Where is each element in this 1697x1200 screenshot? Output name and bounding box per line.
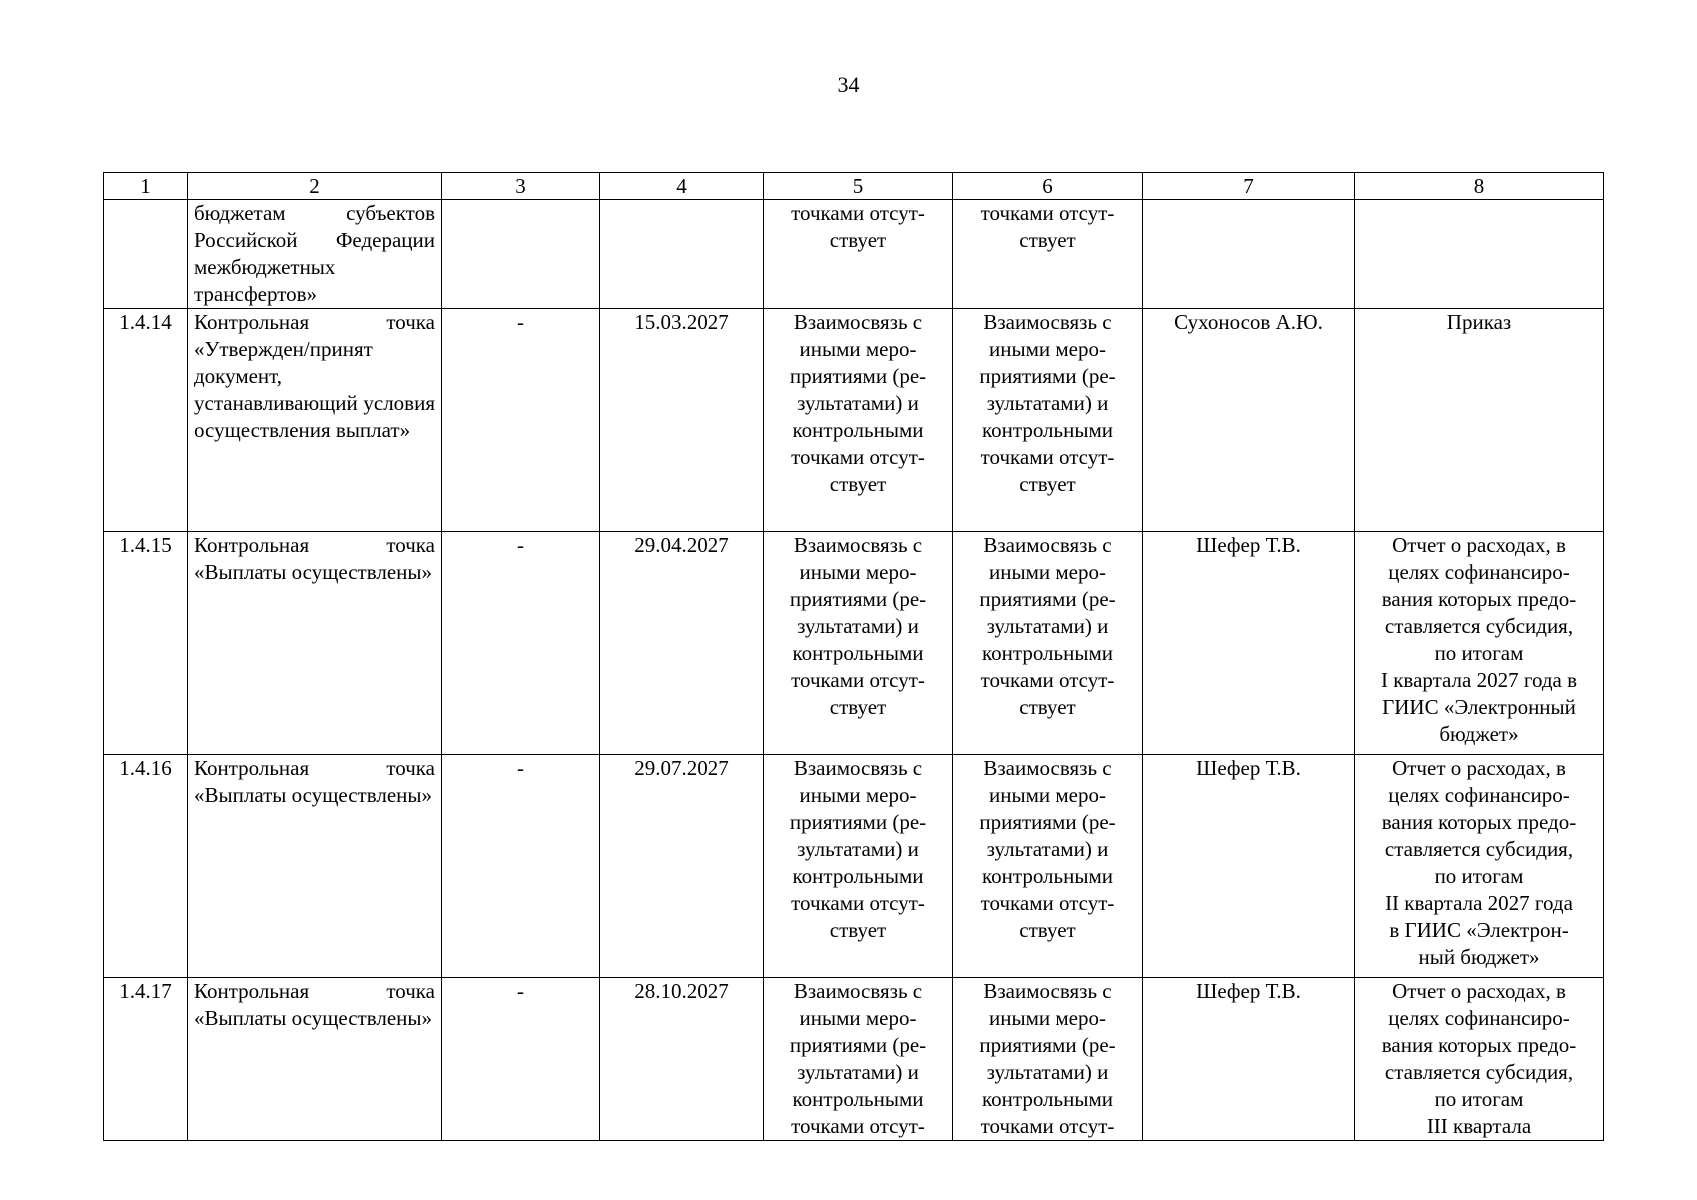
continuation-name: бюджетам субъектов Российской Федерации межбюджетных трансфертов»: [188, 200, 442, 309]
text-line: ствует: [829, 695, 887, 719]
text-line: зультатами) и: [986, 614, 1109, 638]
text-line: точками отсут-: [980, 891, 1115, 915]
header-cell: 5: [764, 173, 953, 200]
text-line: Взаимосвязь с: [983, 979, 1112, 1003]
relation-col6: [953, 532, 1143, 755]
header-cell: 1: [104, 173, 188, 200]
text-line: по итогам: [1434, 641, 1524, 665]
text-line: Отчет о расходах, в: [1392, 979, 1566, 1003]
text-line: приятиями (ре-: [979, 587, 1116, 611]
text-line: контрольными: [792, 418, 924, 442]
responsible-person: Шефер Т.В.: [1143, 978, 1355, 1141]
header-cell: 4: [600, 173, 764, 200]
text-line: контрольными: [982, 641, 1113, 665]
text-line: точками отсут-: [791, 445, 925, 469]
text-line: зультатами) и: [797, 1060, 919, 1084]
relation-col5: [764, 755, 953, 978]
table-row: [104, 309, 1604, 532]
row-number: 1.4.17: [104, 978, 188, 1141]
text-line: I квартала 2027 года в: [1380, 668, 1578, 692]
text-line: Отчет о расходах, в: [1392, 533, 1566, 557]
text-line: приятиями (ре-: [979, 810, 1116, 834]
relation-col5: [764, 309, 953, 532]
text-line: приятиями (ре-: [979, 1033, 1116, 1057]
text-line: зультатами) и: [797, 614, 919, 638]
text-line: ГИИС «Электронный: [1382, 695, 1576, 719]
col3-value: -: [442, 309, 600, 532]
text-line: точками отсут-: [791, 891, 925, 915]
text-line: иными меро-: [799, 1006, 917, 1030]
text-line: приятиями (ре-: [979, 364, 1116, 388]
continuation-relation-5: [764, 200, 953, 309]
text-line: контрольными: [982, 418, 1113, 442]
row-number: 1.4.14: [104, 309, 188, 532]
row-number: 1.4.16: [104, 755, 188, 978]
control-point-name: Контрольная точка «Выплаты осуществлены»: [188, 755, 442, 978]
confirming-document: [1355, 978, 1604, 1141]
text-line: Взаимосвязь с: [793, 979, 923, 1003]
text-line: целях софинансиро-: [1388, 783, 1570, 807]
text-line: ствует: [1019, 695, 1076, 719]
relation-col5: [764, 532, 953, 755]
text-line: ставляется субсидия,: [1384, 1060, 1574, 1084]
control-point-name: Контрольная точка «Утвержден/принят документ, устанавливающий условия осуществления выплат»: [188, 309, 442, 532]
control-point-name: Контрольная точка «Выплаты осуществлены»: [188, 532, 442, 755]
table-row: [104, 978, 1604, 1141]
text-line: Взаимосвязь с: [793, 533, 923, 557]
text-line: ствует: [829, 472, 887, 496]
row-number-cell: [104, 200, 188, 309]
text-line: ствует: [1019, 918, 1076, 942]
header-cell: 2: [188, 173, 442, 200]
text-line: зультатами) и: [986, 837, 1109, 861]
confirming-document: [1355, 755, 1604, 978]
text-line: вания которых предо-: [1381, 587, 1577, 611]
text-line: ствует: [1019, 228, 1076, 252]
responsible-person: Шефер Т.В.: [1143, 755, 1355, 978]
empty-cell: [600, 200, 764, 309]
header-cell: 6: [953, 173, 1143, 200]
text-line: иными меро-: [799, 560, 917, 584]
row-number: 1.4.15: [104, 532, 188, 755]
text-line: II квартала 2027 года: [1385, 891, 1573, 915]
text-line: Взаимосвязь с: [793, 756, 923, 780]
empty-cell: [1143, 200, 1355, 309]
text-line: зультатами) и: [797, 837, 919, 861]
empty-cell: [1355, 200, 1604, 309]
continuation-relation-6: [953, 200, 1143, 309]
text-line: иными меро-: [989, 337, 1106, 361]
due-date: 15.03.2027: [600, 309, 764, 532]
header-cell: 7: [1143, 173, 1355, 200]
header-row: [104, 173, 1604, 200]
text-line: контрольными: [792, 641, 924, 665]
due-date: 29.07.2027: [600, 755, 764, 978]
relation-col6: [953, 755, 1143, 978]
text-line: Взаимосвязь с: [983, 533, 1112, 557]
text-line: ствует: [829, 918, 887, 942]
due-date: 28.10.2027: [600, 978, 764, 1141]
relation-col6: [953, 309, 1143, 532]
text-line: иными меро-: [989, 783, 1106, 807]
text-line: контрольными: [792, 864, 924, 888]
text-line: Приказ: [1446, 310, 1512, 334]
text-line: по итогам: [1434, 864, 1524, 888]
responsible-person: Шефер Т.В.: [1143, 532, 1355, 755]
text-line: приятиями (ре-: [789, 1033, 927, 1057]
empty-cell: [442, 200, 600, 309]
text-line: приятиями (ре-: [789, 587, 927, 611]
activity-table: [103, 172, 1604, 1141]
col3-value: -: [442, 755, 600, 978]
text-line: ствует: [1019, 472, 1076, 496]
control-point-name: Контрольная точка «Выплаты осуществлены»: [188, 978, 442, 1141]
text-line: иными меро-: [799, 337, 917, 361]
text-line: III квартала: [1426, 1114, 1532, 1138]
text-line: вания которых предо-: [1381, 810, 1577, 834]
text-line: точками отсут-: [791, 668, 925, 692]
relation-col6: [953, 978, 1143, 1141]
text-line: приятиями (ре-: [789, 810, 927, 834]
text-line: иными меро-: [989, 1006, 1106, 1030]
page-number: 34: [837, 72, 860, 97]
text-line: точками отсут-: [791, 1114, 925, 1138]
text-line: контрольными: [982, 864, 1113, 888]
header-cell: 3: [442, 173, 600, 200]
relation-col5: [764, 978, 953, 1141]
text-line: зультатами) и: [986, 1060, 1109, 1084]
text-line: Взаимосвязь с: [983, 756, 1112, 780]
text-line: по итогам: [1434, 1087, 1524, 1111]
table-row: [104, 532, 1604, 755]
text-line: Взаимосвязь с: [793, 310, 923, 334]
text-line: ный бюджет»: [1418, 945, 1540, 969]
text-line: вания которых предо-: [1381, 1033, 1577, 1057]
text-line: иными меро-: [799, 783, 917, 807]
due-date: 29.04.2027: [600, 532, 764, 755]
text-line: Отчет о расходах, в: [1392, 756, 1566, 780]
text-line: бюджет»: [1439, 722, 1519, 746]
text-line: Взаимосвязь с: [983, 310, 1112, 334]
text-line: зультатами) и: [986, 391, 1109, 415]
text-line: ставляется субсидия,: [1384, 837, 1574, 861]
text-line: приятиями (ре-: [789, 364, 927, 388]
responsible-person: Сухоносов А.Ю.: [1143, 309, 1355, 532]
text-line: ствует: [829, 228, 887, 252]
text-line: контрольными: [792, 1087, 924, 1111]
col3-value: -: [442, 978, 600, 1141]
text-line: точками отсут-: [980, 201, 1115, 225]
confirming-document: [1355, 532, 1604, 755]
col3-value: -: [442, 532, 600, 755]
table-row: [104, 755, 1604, 978]
text-line: целях софинансиро-: [1388, 560, 1570, 584]
confirming-document: [1355, 309, 1604, 532]
text-line: точками отсут-: [980, 668, 1115, 692]
text-line: контрольными: [982, 1087, 1113, 1111]
text-line: зультатами) и: [797, 391, 919, 415]
text-line: иными меро-: [989, 560, 1106, 584]
text-line: точками отсут-: [791, 201, 925, 225]
text-line: в ГИИС «Электрон-: [1389, 918, 1569, 942]
text-line: целях софинансиро-: [1388, 1006, 1570, 1030]
text-line: точками отсут-: [980, 1114, 1115, 1138]
continuation-row: [104, 200, 1604, 309]
text-line: ставляется субсидия,: [1384, 614, 1574, 638]
header-cell: 8: [1355, 173, 1604, 200]
text-line: точками отсут-: [980, 445, 1115, 469]
